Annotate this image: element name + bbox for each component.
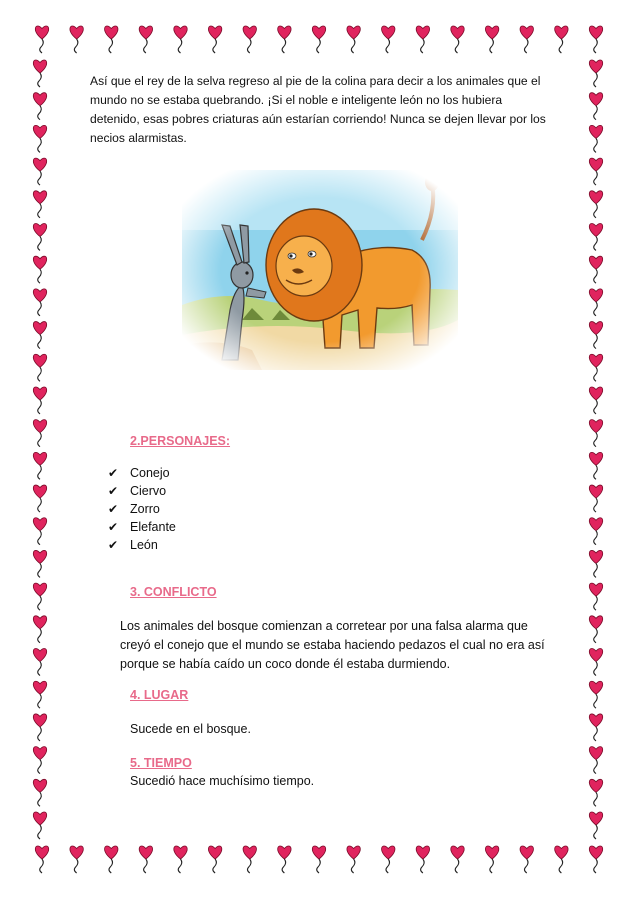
- heart-balloon-icon: [105, 846, 118, 873]
- heart-balloon-icon: [33, 583, 46, 610]
- heart-balloon-icon: [416, 26, 429, 53]
- character-list-item: [108, 518, 176, 536]
- heart-balloon-icon: [485, 846, 498, 873]
- heart-balloon-icon: [382, 26, 395, 53]
- heart-balloon-icon: [33, 485, 46, 512]
- heart-balloon-icon: [35, 26, 48, 53]
- character-list-item: [108, 464, 176, 482]
- heart-balloon-icon: [589, 681, 602, 708]
- heart-balloon-icon: [589, 649, 602, 676]
- heart-balloon-icon: [312, 846, 325, 873]
- heart-balloon-icon: [589, 158, 602, 185]
- personajes-heading: 2.PERSONAJES:: [130, 434, 231, 448]
- heart-balloon-icon: [589, 518, 602, 545]
- lugar-paragraph: Sucede en el bosque.: [130, 722, 251, 736]
- heart-balloon-icon: [174, 846, 187, 873]
- conflicto-heading: 3. CONFLICTO: [130, 585, 217, 599]
- heart-balloon-icon: [33, 256, 46, 283]
- heart-balloon-icon: [243, 26, 256, 53]
- heart-balloon-icon: [33, 191, 46, 218]
- heart-balloon-icon: [139, 846, 152, 873]
- heart-balloon-icon: [33, 322, 46, 349]
- heart-balloon-icon: [139, 26, 152, 53]
- heart-balloon-icon: [589, 354, 602, 381]
- heart-balloon-icon: [520, 26, 533, 53]
- heart-balloon-icon: [33, 387, 46, 414]
- character-list-item: [108, 536, 176, 554]
- heart-balloon-icon: [174, 26, 187, 53]
- character-list: [108, 464, 176, 554]
- heart-balloon-icon: [312, 26, 325, 53]
- heart-balloon-icon: [33, 812, 46, 839]
- heart-balloon-icon: [555, 846, 568, 873]
- heart-balloon-icon: [35, 846, 48, 873]
- tiempo-paragraph: Sucedió hace muchísimo tiempo.: [130, 774, 315, 788]
- heart-balloon-icon: [451, 846, 464, 873]
- heart-balloon-icon: [589, 485, 602, 512]
- character-name: Ciervo: [130, 484, 167, 498]
- heart-balloon-icon: [278, 846, 291, 873]
- conflicto-paragraph: Los animales del bosque comienzan a corretear por una falsa alarma que creyó el conejo que el mundo se estaba haciendo pedazos el cual no era así porque se había caído un coco donde él estaba durmiendo.: [120, 619, 545, 671]
- character-name: León: [130, 538, 158, 552]
- heart-balloon-icon: [589, 256, 602, 283]
- checkmark-icon: ✔: [108, 466, 119, 480]
- heart-balloon-icon: [33, 714, 46, 741]
- tiempo-heading: 5. TIEMPO: [130, 756, 192, 770]
- character-list-item: [108, 482, 176, 500]
- character-name: Zorro: [130, 502, 160, 516]
- heart-balloon-icon: [589, 26, 602, 53]
- heart-balloon-icon: [589, 60, 602, 87]
- heart-balloon-icon: [589, 322, 602, 349]
- checkmark-icon: ✔: [108, 520, 119, 534]
- heart-balloon-icon: [589, 387, 602, 414]
- heart-balloon-icon: [33, 550, 46, 577]
- heart-balloon-icon: [33, 60, 46, 87]
- heart-balloon-icon: [278, 26, 291, 53]
- heart-balloon-icon: [208, 26, 221, 53]
- heart-balloon-icon: [589, 714, 602, 741]
- heart-balloon-icon: [485, 26, 498, 53]
- intro-paragraph: Así que el rey de la selva regreso al pie de la colina para decir a los animales que el mundo no se estaba quebrando. ¡Si el noble e inteligente león no los hubiera detenido, esas pobres criaturas aún estarían corriendo! Nunca se dejen llevar por los necios alarmistas.: [90, 74, 546, 145]
- heart-balloon-icon: [451, 26, 464, 53]
- heart-balloon-icon: [589, 452, 602, 479]
- character-list-item: [108, 500, 176, 518]
- heart-balloon-icon: [589, 191, 602, 218]
- heart-balloon-icon: [70, 26, 83, 53]
- heart-balloon-icon: [33, 681, 46, 708]
- heart-balloon-icon: [589, 420, 602, 447]
- checkmark-icon: ✔: [108, 538, 119, 552]
- heart-balloon-icon: [589, 93, 602, 120]
- heart-balloon-icon: [589, 812, 602, 839]
- heart-balloon-icon: [347, 846, 360, 873]
- lugar-heading: 4. LUGAR: [130, 688, 189, 702]
- heart-balloon-icon: [589, 125, 602, 152]
- heart-balloon-icon: [70, 846, 83, 873]
- heart-balloon-icon: [347, 26, 360, 53]
- heart-balloon-icon: [33, 452, 46, 479]
- heart-balloon-icon: [33, 354, 46, 381]
- heart-balloon-icon: [33, 93, 46, 120]
- checkmark-icon: ✔: [108, 484, 119, 498]
- heart-balloon-icon: [33, 779, 46, 806]
- heart-balloon-icon: [555, 26, 568, 53]
- heart-balloon-icon: [589, 779, 602, 806]
- heart-balloon-icon: [105, 26, 118, 53]
- lion-and-rabbit-illustration: [182, 170, 458, 370]
- heart-balloon-icon: [589, 846, 602, 873]
- heart-balloon-icon: [33, 747, 46, 774]
- checkmark-icon: ✔: [108, 502, 119, 516]
- heart-balloon-icon: [33, 420, 46, 447]
- heart-balloon-icon: [33, 158, 46, 185]
- heart-balloon-icon: [382, 846, 395, 873]
- heart-balloon-icon: [589, 583, 602, 610]
- heart-balloon-icon: [589, 550, 602, 577]
- heart-balloon-icon: [33, 125, 46, 152]
- character-name: Conejo: [130, 466, 170, 480]
- heart-balloon-icon: [416, 846, 429, 873]
- heart-balloon-icon: [33, 616, 46, 643]
- heart-balloon-icon: [520, 846, 533, 873]
- heart-balloon-icon: [589, 223, 602, 250]
- heart-balloon-icon: [33, 649, 46, 676]
- heart-balloon-icon: [33, 518, 46, 545]
- heart-balloon-icon: [33, 289, 46, 316]
- heart-balloon-icon: [33, 223, 46, 250]
- character-name: Elefante: [130, 520, 176, 534]
- heart-balloon-icon: [243, 846, 256, 873]
- heart-balloon-icon: [589, 616, 602, 643]
- heart-balloon-icon: [589, 747, 602, 774]
- heart-balloon-icon: [589, 289, 602, 316]
- heart-balloon-icon: [208, 846, 221, 873]
